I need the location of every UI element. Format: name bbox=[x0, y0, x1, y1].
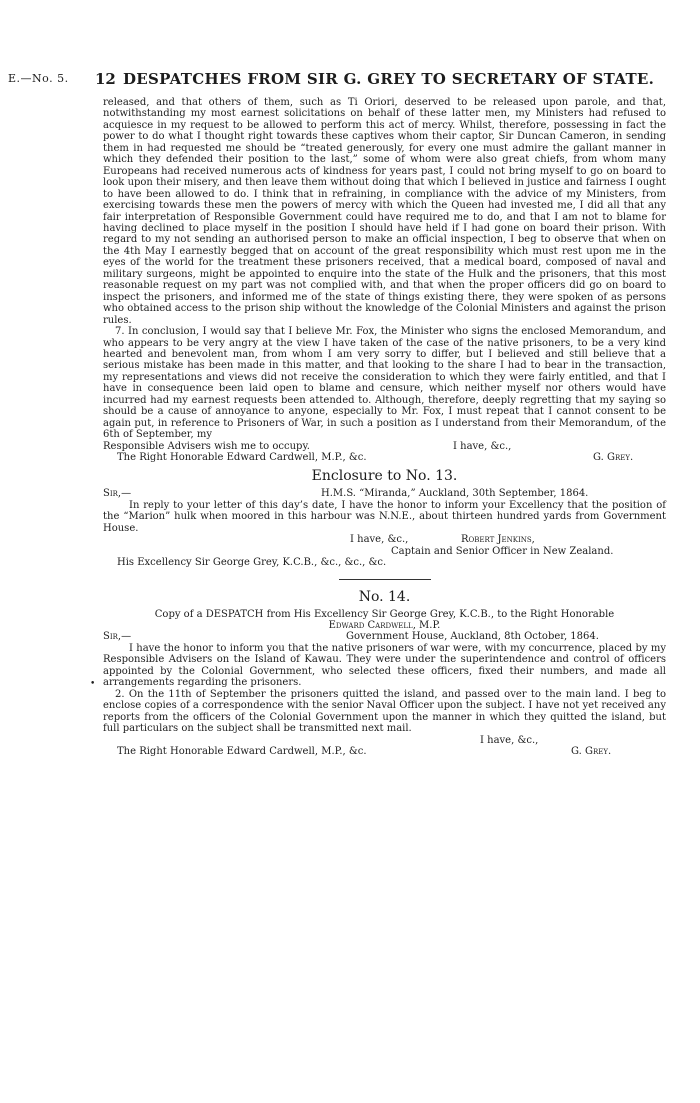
despatch-paragraph-7: 7. In conclusion, I would say that I believe Mr. Fox, the Minister who signs the enclosed Memorandum, and who appears to be very angry at the view I have taken of the case of the native prisoners, to be a very kind hearted and benevolent man, from whom I am very sorry to differ, but I believed and still believe that a serious mistake has been made in this matter, and that looking to the share I had to bear in the transaction, my representations and views did not receive the consideration to which they were fairly entitled, and that I have in consequence been laid open to blame and censure, which neither myself nor others would have incurred had my earnest requests been attended to. Although, therefore, deeply regretting that my saying so should be a cause of annoyance to anyone, especially to Mr. Fox, I must repeat that I cannot consent to be again put, in reference to Prisoners of War, in such a position as I understand from their Memorandum, of the 6th of September, my bbox=[103, 326, 666, 441]
no14-paragraph-2: 2. On the 11th of September the prisoners quitted the island, and passed over to the main land. I beg to enclose copies of a correspondence with the senior Naval Officer upon the subject. I have not yet received any reports from the officers of the Colonial Government upon the manner in which they quitted the island, but full particulars on the subject shall be transmitted next mail. bbox=[103, 688, 666, 735]
page-header bbox=[0, 72, 700, 92]
enclosure-title-row bbox=[103, 546, 666, 557]
margin-mark: • bbox=[90, 679, 96, 689]
despatch-paragraph-7-end: Responsible Advisers wish me to occupy. bbox=[103, 440, 310, 452]
enclosure-salutation-row bbox=[103, 488, 666, 499]
no14-addressee: The Right Honorable Edward Cardwell, M.P., &c. bbox=[117, 745, 367, 757]
no14-closing: I have, &c., bbox=[480, 734, 539, 746]
page-body bbox=[103, 97, 666, 757]
no14-intro-line-1: Copy of a DESPATCH from His Excellency Sir George Grey, K.C.B., to the Right Honorable bbox=[154, 608, 615, 620]
page-number: 12 bbox=[95, 70, 116, 88]
enclosure-closing-row bbox=[103, 534, 666, 545]
despatch-closing-row bbox=[103, 441, 666, 452]
no14-salutation-row bbox=[103, 631, 666, 642]
enclosure-location: H.M.S. “Miranda,” Auckland, 30th September, 1864. bbox=[321, 488, 589, 500]
despatch-signature: G. Grey. bbox=[593, 452, 634, 464]
no14-location: Government House, Auckland, 8th October, 1864. bbox=[346, 631, 599, 643]
enclosure-closing: I have, &c., bbox=[350, 534, 409, 546]
enclosure-signatory-title: Captain and Senior Officer in New Zealand. bbox=[391, 545, 614, 557]
enclosure-signature: Robert Jenkins, bbox=[461, 534, 535, 546]
despatch-signature-row bbox=[103, 452, 666, 463]
enclosure-addressee-row bbox=[103, 557, 666, 568]
no14-signature: G. Grey. bbox=[571, 745, 612, 757]
no14-heading: No. 14. bbox=[358, 588, 411, 605]
document-reference: E.—No. 5. bbox=[8, 72, 69, 85]
despatch-closing: I have, &c., bbox=[453, 440, 512, 452]
no14-intro-line-2: Edward Cardwell, M.P. bbox=[328, 620, 441, 632]
section-divider bbox=[339, 579, 431, 580]
despatch-body-text: released, and that others of them, such as Ti Oriori, deserved to be released upon parole, and that, notwithstanding my most earnest solicitations on behalf of these latter men, my Ministers had refused to acquiesce in my request to be allowed to perform this act of mercy. Whilst, therefore, possessing in fact the power to do what I thought right towards these captives whom their captor, Sir Duncan Cameron, in sending them in had requested me should be “treated generously, for every one must admire the gallant manner in which they defended their position to the last,” some of whom were also great chiefs, from whom many Europeans had received numerous acts of kindness for years past, I could not bring myself to go on board to look upon their misery, and then leave them without doing that which I believed in justice and fairness I ought to have been allowed to do. I think that in refraining, in compliance with the advice of my Ministers, from exercising towards these men the powers of mercy with which the Queen had invested me, I did all that any fair interpretation of Responsible Government could have required me to do, and that I am not to blame for having declined to place myself in the position I should have held if I had gone on board their prison. With regard to my not sending an authorised person to make an official inspection, I beg to observe that when on the 4th May I earnestly begged that on account of the great responsibility which must rest upon me in the eyes of the world for the treatment these prisoners received, that a medical board, composed of naval and military surgeons, might be appointed to enquire into the state of the Hulk and the prisoners, that this most reasonable request on my part was not complied with, and that when the proper officers did go on board to inspect the prisoners, and informed me of the state of things existing there, they were spoken of as persons who obtained access to the prison ship without the knowledge of the Colonial Ministers and against the prison rules. bbox=[103, 97, 666, 326]
despatch-addressee: The Right Honorable Edward Cardwell, M.P., &c. bbox=[117, 452, 367, 464]
no14-closing-row bbox=[103, 735, 666, 746]
enclosure-addressee: His Excellency Sir George Grey, K.C.B., &c., &c., &c. bbox=[117, 557, 387, 569]
no14-paragraph-1: I have the honor to inform you that the native prisoners of war were, with my concurrence, placed by my Responsible Advisers on the Island of Kawau. They were under the superintendence and control of officers appointed by the Colonial Government, who selected these officers, fixed their numbers, and made all arrangements regarding the prisoners. bbox=[103, 642, 666, 689]
enclosure-heading: Enclosure to No. 13. bbox=[311, 468, 458, 485]
enclosure-body: In reply to your letter of this day’s date, I have the honor to inform your Excellency that the position of the “Marion” hulk when moored in this harbour was N.N.E., about thirteen hundred yards from Government House. bbox=[103, 499, 666, 534]
enclosure-salutation: Sir,— bbox=[103, 488, 132, 500]
page-title: DESPATCHES FROM SIR G. GREY TO SECRETARY OF STATE. bbox=[123, 70, 655, 88]
no14-signature-row bbox=[103, 746, 666, 757]
no14-salutation: Sir,— bbox=[103, 631, 132, 643]
